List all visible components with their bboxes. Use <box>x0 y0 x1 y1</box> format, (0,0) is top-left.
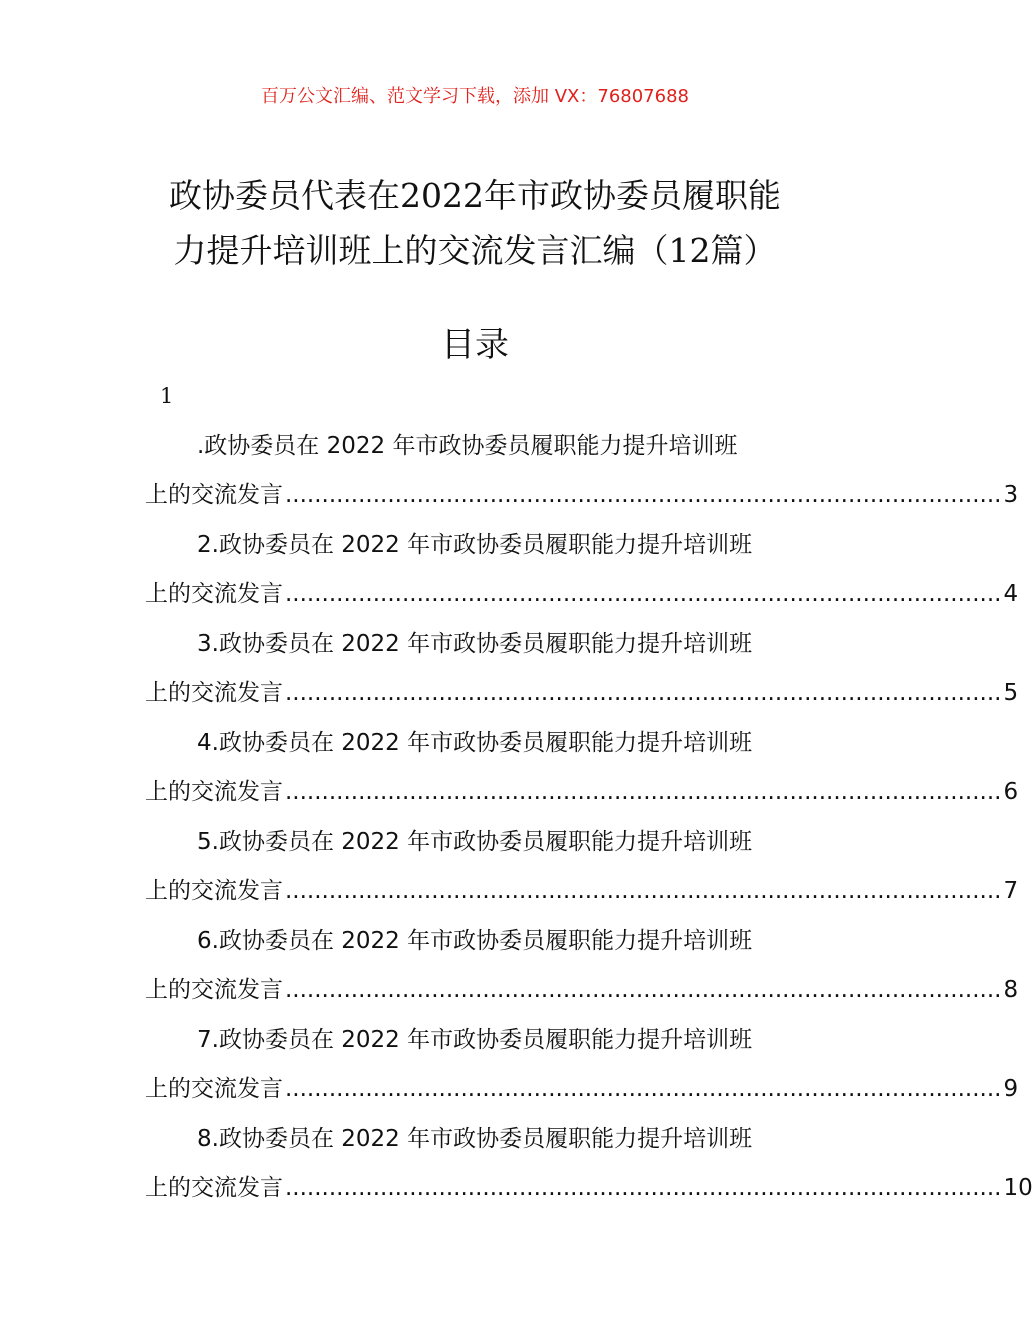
toc-entry-title[interactable]: 6.政协委员在 2022 年市政协委员履职能力提升培训班 <box>197 928 753 954</box>
toc-entry-second-line[interactable] <box>145 867 1019 916</box>
toc-dot-leader: .................................................................................................. <box>285 680 1002 706</box>
toc-entry-continuation: 上的交流发言 <box>145 779 283 805</box>
toc-entry-4[interactable] <box>145 718 1019 817</box>
toc-entry-continuation: 上的交流发言 <box>145 482 283 508</box>
toc-entry-2[interactable] <box>145 520 1019 619</box>
toc-dot-leader: .................................................................................................. <box>285 878 1002 904</box>
toc-entry-title[interactable]: 7.政协委员在 2022 年市政协委员履职能力提升培训班 <box>197 1027 753 1053</box>
toc-dot-leader: .................................................................................................. <box>285 977 1002 1003</box>
toc-entry-continuation: 上的交流发言 <box>145 581 283 607</box>
toc-heading: 目录 <box>441 325 509 365</box>
toc-entry-second-line[interactable] <box>145 471 1019 520</box>
toc-entry-6[interactable] <box>145 916 1019 1015</box>
toc-entry-3[interactable] <box>145 619 1019 718</box>
toc-entry-page: 9 <box>1003 1076 1019 1102</box>
toc-entry-continuation: 上的交流发言 <box>145 1175 283 1201</box>
toc-entry-second-line[interactable] <box>145 1065 1019 1114</box>
toc-entry-title[interactable]: 8.政协委员在 2022 年市政协委员履职能力提升培训班 <box>197 1126 753 1152</box>
toc-entry-page: 6 <box>1003 779 1019 805</box>
toc-dot-leader: .................................................................................................. <box>285 779 1002 805</box>
toc-dot-leader: .................................................................................................. <box>285 482 1002 508</box>
toc-dot-leader: .................................................................................................. <box>285 1076 1002 1102</box>
toc-entry-page: 5 <box>1003 680 1019 706</box>
toc-entry-title[interactable]: 4.政协委员在 2022 年市政协委员履职能力提升培训班 <box>197 730 753 756</box>
toc-entry-page: 7 <box>1003 878 1019 904</box>
toc-entry-second-line[interactable] <box>145 966 1019 1015</box>
toc-entry-continuation: 上的交流发言 <box>145 878 283 904</box>
toc-entry-title[interactable]: 5.政协委员在 2022 年市政协委员履职能力提升培训班 <box>197 829 753 855</box>
toc-dot-leader: .................................................................................................. <box>285 581 1002 607</box>
toc-entry-second-line[interactable] <box>145 768 1019 817</box>
page-marker: 1 <box>160 384 174 408</box>
toc-dot-leader: .................................................................................................. <box>285 1175 1002 1201</box>
toc-entry-continuation: 上的交流发言 <box>145 680 283 706</box>
toc-entry-1[interactable] <box>145 421 1019 520</box>
toc-entry-7[interactable] <box>145 1015 1019 1114</box>
toc-entry-title[interactable]: 2.政协委员在 2022 年市政协委员履职能力提升培训班 <box>197 532 753 558</box>
document-title <box>120 168 830 278</box>
document-title-line-1: 政协委员代表在2022年市政协委员履职能 <box>169 176 781 215</box>
toc-entry-page: 3 <box>1003 482 1019 508</box>
toc-entry-title[interactable]: 3.政协委员在 2022 年市政协委员履职能力提升培训班 <box>197 631 753 657</box>
toc-entry-title[interactable]: .政协委员在 2022 年市政协委员履职能力提升培训班 <box>197 433 738 459</box>
toc-entry-continuation: 上的交流发言 <box>145 977 283 1003</box>
toc-entry-page: 10 <box>1003 1175 1033 1201</box>
header-watermark-note: 百万公文汇编、范文学习下载，添加 VX：76807688 <box>261 86 689 107</box>
toc-entry-page: 8 <box>1003 977 1019 1003</box>
table-of-contents <box>145 421 1033 1213</box>
toc-entry-page: 4 <box>1003 581 1019 607</box>
toc-entry-8[interactable] <box>145 1114 1033 1213</box>
toc-entry-second-line[interactable] <box>145 669 1019 718</box>
document-title-line-2: 力提升培训班上的交流发言汇编（12篇） <box>173 231 777 270</box>
toc-entry-continuation: 上的交流发言 <box>145 1076 283 1102</box>
toc-entry-second-line[interactable] <box>145 570 1019 619</box>
toc-entry-second-line[interactable] <box>145 1164 1033 1213</box>
toc-entry-5[interactable] <box>145 817 1019 916</box>
